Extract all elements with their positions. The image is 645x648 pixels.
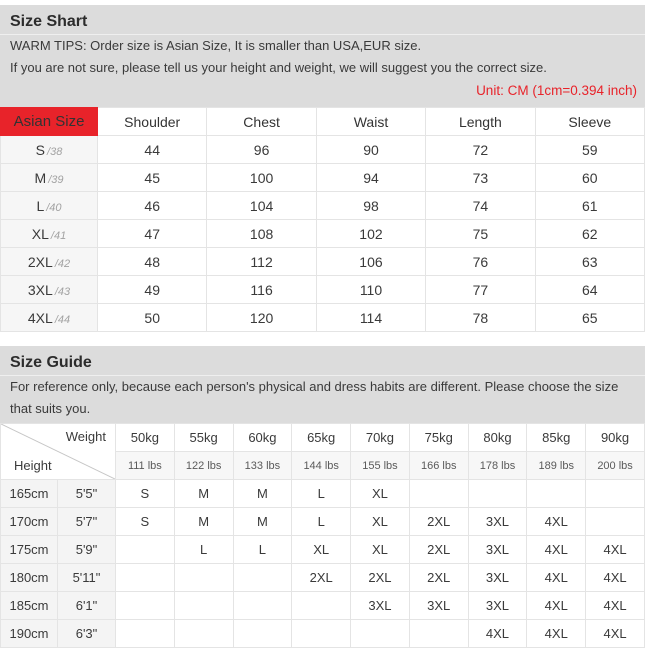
size-label: S: [35, 141, 46, 158]
measurement-cell: 76: [426, 248, 535, 276]
height-cm-cell: 185cm: [1, 592, 58, 620]
size-eu-label: /41: [50, 229, 67, 242]
recommended-size-cell: 4XL: [527, 592, 586, 620]
measurement-cell: 77: [426, 276, 535, 304]
recommended-size-cell: 4XL: [527, 620, 586, 648]
recommended-size-cell: 3XL: [468, 564, 527, 592]
recommended-size-cell: [409, 620, 468, 648]
weight-lbs-header: 189 lbs: [527, 452, 586, 480]
size-label-cell: [1, 136, 98, 164]
measurement-cell: 116: [207, 276, 316, 304]
column-header-length: Length: [426, 108, 535, 136]
recommended-size-cell: 3XL: [468, 592, 527, 620]
table-row: [1, 564, 645, 592]
recommended-size-cell: S: [116, 508, 175, 536]
recommended-size-cell: XL: [351, 480, 410, 508]
measurement-cell: 65: [535, 304, 644, 332]
recommended-size-cell: XL: [351, 536, 410, 564]
recommended-size-cell: [174, 620, 233, 648]
measurement-cell: 75: [426, 220, 535, 248]
table-row: [1, 508, 645, 536]
height-cm-cell: 170cm: [1, 508, 58, 536]
column-header-sleeve: Sleeve: [535, 108, 644, 136]
recommended-size-cell: 4XL: [527, 508, 586, 536]
recommended-size-cell: M: [233, 480, 292, 508]
size-chart-section: [0, 5, 645, 332]
recommended-size-cell: [527, 480, 586, 508]
size-eu-label: /44: [54, 313, 71, 326]
weight-kg-header-row: [1, 424, 645, 452]
height-cm-cell: 190cm: [1, 620, 58, 648]
height-cm-cell: 175cm: [1, 536, 58, 564]
recommended-size-cell: [116, 620, 175, 648]
size-label: 2XL: [27, 253, 53, 270]
size-guide-description: For reference only, because each person's physical and dress habits are different. Please choose the size that suits you.: [10, 379, 619, 416]
table-row: [1, 304, 645, 332]
height-cm-cell: 180cm: [1, 564, 58, 592]
measurement-cell: 59: [535, 136, 644, 164]
recommended-size-cell: [116, 536, 175, 564]
weight-kg-header: 70kg: [351, 424, 410, 452]
height-ft-cell: 6'1": [58, 592, 116, 620]
weight-lbs-header: 122 lbs: [174, 452, 233, 480]
weight-kg-header: 50kg: [116, 424, 175, 452]
measurement-cell: 60: [535, 164, 644, 192]
measurement-cell: 94: [316, 164, 425, 192]
measurement-cell: 90: [316, 136, 425, 164]
recommended-size-cell: L: [174, 536, 233, 564]
measurement-cell: 78: [426, 304, 535, 332]
weight-lbs-header: 155 lbs: [351, 452, 410, 480]
size-label: L: [36, 197, 45, 214]
weight-lbs-header: 144 lbs: [292, 452, 351, 480]
measurement-cell: 74: [426, 192, 535, 220]
measurement-cell: 45: [98, 164, 207, 192]
size-chart-table: [0, 107, 645, 332]
measurement-cell: 44: [98, 136, 207, 164]
height-ft-cell: 6'3": [58, 620, 116, 648]
size-eu-label: /38: [47, 145, 63, 158]
measurement-cell: 100: [207, 164, 316, 192]
size-guide-header-panel: [0, 346, 645, 423]
recommended-size-cell: [292, 620, 351, 648]
measurement-cell: 110: [316, 276, 425, 304]
measurement-cell: 102: [316, 220, 425, 248]
table-row: [1, 536, 645, 564]
height-cm-cell: 165cm: [1, 480, 58, 508]
recommended-size-cell: [233, 564, 292, 592]
size-chart-header-panel: [0, 5, 645, 107]
recommended-size-cell: 2XL: [292, 564, 351, 592]
measurement-cell: 63: [535, 248, 644, 276]
measurement-cell: 114: [316, 304, 425, 332]
recommended-size-cell: S: [116, 480, 175, 508]
column-header-waist: Waist: [316, 108, 425, 136]
weight-kg-header: 75kg: [409, 424, 468, 452]
measurement-cell: 72: [426, 136, 535, 164]
size-guide-section: [0, 346, 645, 648]
recommended-size-cell: [174, 592, 233, 620]
table-row: [1, 592, 645, 620]
recommended-size-cell: [586, 480, 645, 508]
size-label-cell: [1, 164, 98, 192]
recommended-size-cell: 4XL: [586, 564, 645, 592]
height-axis-label: Height: [14, 458, 52, 473]
height-ft-cell: 5'5": [58, 480, 116, 508]
recommended-size-cell: [292, 592, 351, 620]
size-guide-table: [0, 423, 645, 648]
measurement-cell: 98: [316, 192, 425, 220]
size-label-cell: [1, 192, 98, 220]
measurement-cell: 49: [98, 276, 207, 304]
measurement-cell: 120: [207, 304, 316, 332]
weight-kg-header: 55kg: [174, 424, 233, 452]
table-row: [1, 620, 645, 648]
size-label: M: [34, 169, 47, 186]
recommended-size-cell: [409, 480, 468, 508]
warm-tips-line-1: WARM TIPS: Order size is Asian Size, It is smaller than USA,EUR size.: [10, 38, 422, 53]
weight-kg-header: 60kg: [233, 424, 292, 452]
measurement-cell: 108: [207, 220, 316, 248]
recommended-size-cell: [174, 564, 233, 592]
height-ft-cell: 5'7": [58, 508, 116, 536]
size-eu-label: /42: [54, 257, 71, 270]
column-header-asian-size: Asian Size: [1, 108, 98, 136]
recommended-size-cell: L: [292, 508, 351, 536]
weight-axis-label: Weight: [65, 429, 106, 444]
recommended-size-cell: M: [174, 508, 233, 536]
recommended-size-cell: L: [292, 480, 351, 508]
warm-tips-line-2: If you are not sure, please tell us your height and weight, we will suggest you the correct size.: [10, 60, 547, 75]
measurement-cell: 46: [98, 192, 207, 220]
weight-lbs-header: 111 lbs: [116, 452, 175, 480]
recommended-size-cell: 3XL: [409, 592, 468, 620]
weight-kg-header: 80kg: [468, 424, 527, 452]
height-ft-cell: 5'11": [58, 564, 116, 592]
recommended-size-cell: 3XL: [468, 508, 527, 536]
size-label-cell: [1, 220, 98, 248]
recommended-size-cell: [586, 508, 645, 536]
table-row: [1, 192, 645, 220]
recommended-size-cell: M: [233, 508, 292, 536]
weight-kg-header: 90kg: [586, 424, 645, 452]
measurement-cell: 48: [98, 248, 207, 276]
recommended-size-cell: [116, 564, 175, 592]
weight-lbs-header: 133 lbs: [233, 452, 292, 480]
recommended-size-cell: XL: [292, 536, 351, 564]
height-ft-cell: 5'9": [58, 536, 116, 564]
recommended-size-cell: [233, 592, 292, 620]
measurement-cell: 64: [535, 276, 644, 304]
recommended-size-cell: 4XL: [527, 536, 586, 564]
measurement-cell: 62: [535, 220, 644, 248]
recommended-size-cell: [116, 592, 175, 620]
size-label: 4XL: [27, 309, 53, 326]
recommended-size-cell: 4XL: [468, 620, 527, 648]
measurement-cell: 96: [207, 136, 316, 164]
measurement-cell: 61: [535, 192, 644, 220]
weight-lbs-header: 178 lbs: [468, 452, 527, 480]
recommended-size-cell: [233, 620, 292, 648]
column-header-chest: Chest: [207, 108, 316, 136]
column-header-shoulder: Shoulder: [98, 108, 207, 136]
recommended-size-cell: 4XL: [586, 592, 645, 620]
size-label-cell: [1, 304, 98, 332]
recommended-size-cell: 2XL: [409, 508, 468, 536]
recommended-size-cell: XL: [351, 508, 410, 536]
height-weight-corner-cell: [1, 424, 116, 480]
size-label: 3XL: [27, 281, 53, 298]
size-chart-header-row: [1, 108, 645, 136]
size-eu-label: /40: [46, 201, 62, 214]
table-row: [1, 164, 645, 192]
size-eu-label: /39: [48, 173, 64, 186]
measurement-cell: 50: [98, 304, 207, 332]
weight-lbs-header: 166 lbs: [409, 452, 468, 480]
recommended-size-cell: 3XL: [468, 536, 527, 564]
recommended-size-cell: 2XL: [351, 564, 410, 592]
recommended-size-cell: L: [233, 536, 292, 564]
recommended-size-cell: 4XL: [586, 536, 645, 564]
measurement-cell: 112: [207, 248, 316, 276]
weight-kg-header: 65kg: [292, 424, 351, 452]
table-row: [1, 276, 645, 304]
weight-lbs-header: 200 lbs: [586, 452, 645, 480]
measurement-cell: 47: [98, 220, 207, 248]
section-divider: [0, 332, 645, 346]
size-label-cell: [1, 248, 98, 276]
size-guide-title: Size Guide: [0, 350, 645, 376]
table-row: [1, 220, 645, 248]
weight-kg-header: 85kg: [527, 424, 586, 452]
recommended-size-cell: M: [174, 480, 233, 508]
table-row: [1, 248, 645, 276]
recommended-size-cell: 2XL: [409, 536, 468, 564]
measurement-cell: 73: [426, 164, 535, 192]
recommended-size-cell: 4XL: [527, 564, 586, 592]
recommended-size-cell: [468, 480, 527, 508]
recommended-size-cell: [351, 620, 410, 648]
measurement-cell: 106: [316, 248, 425, 276]
size-chart-title: Size Shart: [0, 9, 645, 35]
measurement-cell: 104: [207, 192, 316, 220]
recommended-size-cell: 2XL: [409, 564, 468, 592]
table-row: [1, 136, 645, 164]
size-label: XL: [31, 225, 49, 242]
size-eu-label: /43: [54, 285, 71, 298]
recommended-size-cell: 4XL: [586, 620, 645, 648]
unit-note: Unit: CM (1cm=0.394 inch): [476, 83, 637, 98]
recommended-size-cell: 3XL: [351, 592, 410, 620]
table-row: [1, 480, 645, 508]
size-label-cell: [1, 276, 98, 304]
